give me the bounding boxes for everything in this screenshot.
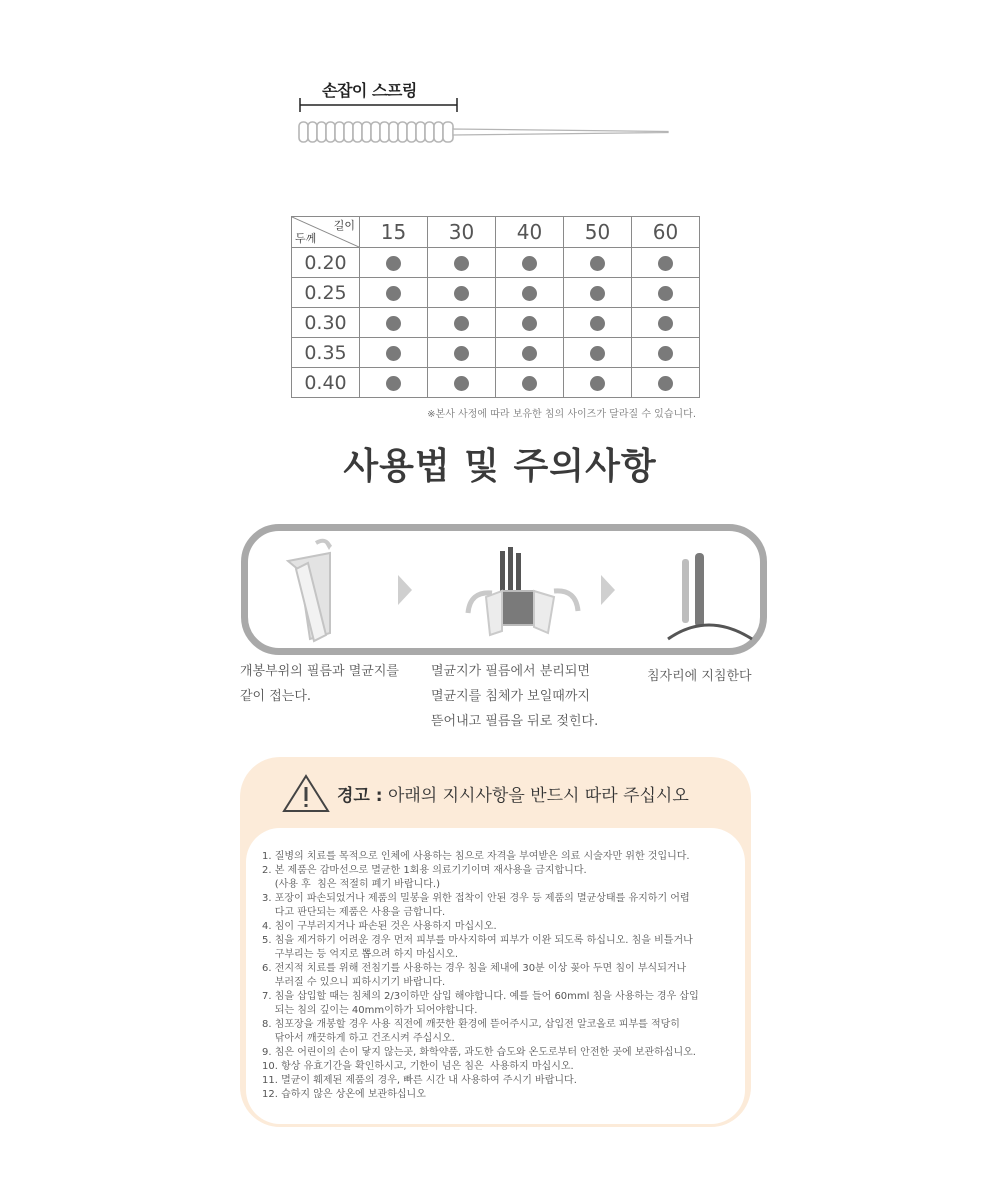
available-dot: [522, 376, 537, 391]
list-item: 4. 침이 구부러지거나 파손된 것은 사용하지 마십시오.: [262, 921, 497, 932]
available-dot: [522, 256, 537, 271]
size-table-note: ※본사 사정에 따라 보유한 침의 사이즈가 달라질 수 있습니다.: [427, 409, 696, 420]
available-dot: [386, 256, 401, 271]
list-item: 구부리는 등 억지로 뽑으려 하지 마십시오.: [262, 949, 459, 960]
list-item: 1. 질병의 치료를 목적으로 인체에 사용하는 침으로 자격을 부여받은 의료 시술자만 위한 것입니다.: [262, 851, 690, 862]
available-dot: [590, 316, 605, 331]
list-item: 부러질 수 있으니 피하시기기 바랍니다.: [262, 977, 446, 988]
available-dot: [590, 256, 605, 271]
available-dot: [454, 316, 469, 331]
warning-title: 경고 : 아래의 지시사항을 반드시 따라 주십시오: [337, 786, 689, 806]
length-header: 40: [496, 217, 564, 248]
length-header: 50: [564, 217, 632, 248]
thickness-axis-label: 두께: [295, 232, 317, 245]
list-item: 3. 포장이 파손되었거나 제품의 밀봉을 위한 접착이 안된 경우 등 제품의 멸균상태를 유지하기 어렵: [262, 893, 690, 904]
needle-diagram: [296, 78, 676, 158]
list-item: 11. 멸균이 훼제된 제품의 경우, 빠른 시간 내 사용하여 주시기 바랍니다.: [262, 1075, 577, 1086]
table-row: [292, 368, 700, 398]
available-dot: [386, 376, 401, 391]
thickness-cell: 0.35: [292, 338, 360, 368]
needle-size-table: [291, 216, 700, 398]
table-row: [292, 248, 700, 278]
list-item: 7. 침을 삽입할 때는 침체의 2/3이하만 삽입 해야합니다. 예를 들어 60mml 침을 사용하는 경우 삽입: [262, 991, 699, 1002]
list-item: 8. 침포장을 개봉할 경우 사용 직전에 깨끗한 환경에 뜯어주시고, 삽입전 알코올로 피부를 적당히: [262, 1019, 680, 1030]
table-row: [292, 308, 700, 338]
thickness-cell: 0.25: [292, 278, 360, 308]
thickness-cell: 0.20: [292, 248, 360, 278]
list-item: 되는 침의 깊이는 40mm이하가 되어야합니다.: [262, 1005, 478, 1016]
length-axis-label: 길이: [333, 219, 355, 232]
needle-illustration: [296, 78, 676, 158]
fold-packet-icon: [288, 541, 332, 641]
list-item: 5. 침을 제거하기 어려운 경우 먼저 피부를 마사지하여 피부가 이완 되도록 하십니오. 침을 비틀거나: [262, 935, 693, 946]
available-dot: [454, 376, 469, 391]
available-dot: [590, 286, 605, 301]
available-dot: [658, 346, 673, 361]
available-dot: [658, 256, 673, 271]
list-item: 2. 본 제품은 감마선으로 멸균한 1회용 의료기기이며 재사용을 금지합니다.: [262, 865, 587, 876]
available-dot: [386, 346, 401, 361]
thickness-cell: 0.30: [292, 308, 360, 338]
available-dot: [522, 286, 537, 301]
needle-insertion-icon: [668, 553, 752, 639]
peel-open-icon: [468, 547, 578, 635]
warning-list: [262, 850, 732, 1102]
table-corner-header: [292, 217, 359, 247]
warning-triangle-icon: [282, 774, 330, 814]
table-row: [292, 278, 700, 308]
step-3-text: 침자리에 지침한다: [647, 669, 752, 684]
step-2-text: 멸균지가 필름에서 분리되면 멸균지를 침체가 보일때까지 뜯어내고 필름을 뒤로 젖힌다.: [431, 664, 599, 729]
available-dot: [658, 316, 673, 331]
list-item: 12. 습하지 않은 상온에 보관하십니오: [262, 1089, 426, 1100]
length-header: 60: [632, 217, 700, 248]
list-item: 10. 항상 유효기간을 확인하시고, 기한이 넘은 침은 사용하지 마십시오.: [262, 1061, 574, 1072]
section-title: 사용법 및 주의사항: [343, 446, 657, 487]
list-item: 다고 판단되는 제품은 사용을 금합니다.: [262, 907, 446, 918]
list-item: (사용 후 침은 적절히 폐기 바랍니다.): [262, 879, 441, 890]
available-dot: [386, 316, 401, 331]
available-dot: [454, 346, 469, 361]
available-dot: [590, 346, 605, 361]
length-header: 30: [428, 217, 496, 248]
list-item: 닦아서 깨끗하게 하고 건조시켜 주십시오.: [262, 1033, 455, 1044]
usage-steps-panel: [241, 524, 767, 655]
available-dot: [386, 286, 401, 301]
available-dot: [522, 346, 537, 361]
table-row: [292, 338, 700, 368]
thickness-cell: 0.40: [292, 368, 360, 398]
available-dot: [454, 286, 469, 301]
available-dot: [454, 256, 469, 271]
next-arrow-icon: [398, 575, 412, 605]
available-dot: [658, 286, 673, 301]
available-dot: [658, 376, 673, 391]
available-dot: [590, 376, 605, 391]
list-item: 9. 침은 어린이의 손이 닿지 않는곳, 화학약품, 과도한 습도와 온도로부터 안전한 곳에 보관하십니오.: [262, 1047, 696, 1058]
available-dot: [522, 316, 537, 331]
handle-spring-label: 손잡이 스프링: [322, 81, 417, 100]
usage-steps-illustration: [248, 531, 760, 648]
length-header: 15: [360, 217, 428, 248]
list-item: 6. 전지적 치료를 위해 전침기를 사용하는 경우 침을 체내에 30분 이상 꽂아 두면 침이 부식되거나: [262, 963, 687, 974]
next-arrow-icon: [601, 575, 615, 605]
step-1-text: 개봉부위의 필름과 멸균지를 같이 접는다.: [240, 664, 399, 704]
